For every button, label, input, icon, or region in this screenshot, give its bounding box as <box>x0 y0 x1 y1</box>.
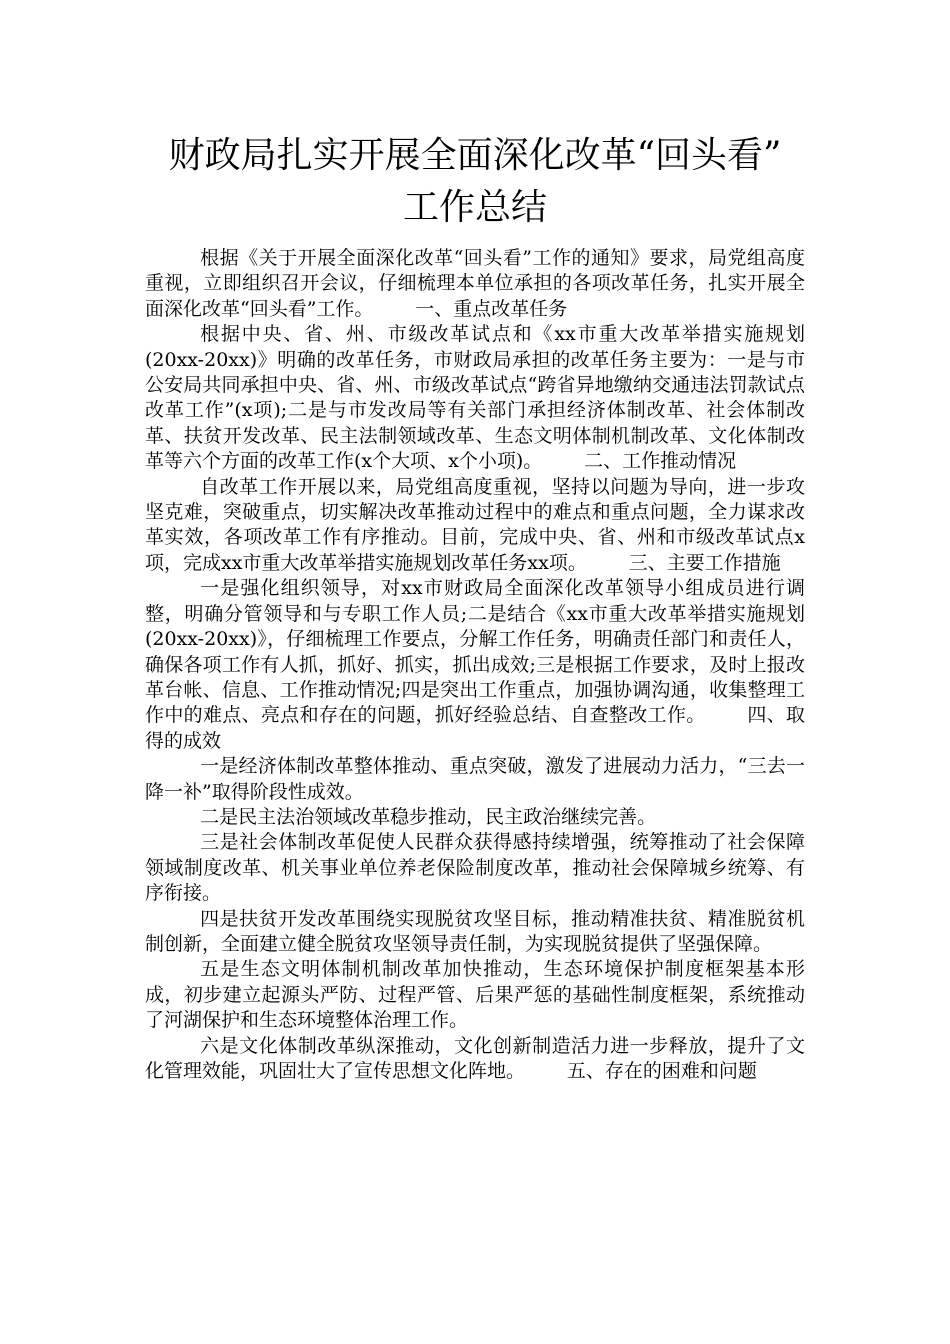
paragraph <box>145 830 805 906</box>
document-title <box>100 130 850 234</box>
paragraph-text: 根据《关于开展全面深化改革“回头看”工作的通知》要求，局党组高度重视，立即组织召开会议，仔细梳理本单位承担的各项改革任务，扎实开展全面深化改革“回头看”工作。 <box>145 247 805 320</box>
paragraph <box>145 754 805 805</box>
paragraph-text: 三是社会体制改革促使人民群众获得感持续增强，统筹推动了社会保障领域制度改革、机关事业单位养老保险制度改革，推动社会保障城乡统筹、有序衔接。 <box>145 831 805 905</box>
paragraph-text: 二是民主法治领域改革稳步推动，民主政治继续完善。 <box>200 805 657 828</box>
paragraph <box>145 576 805 754</box>
paragraph <box>145 1034 805 1085</box>
paragraph <box>145 246 805 322</box>
section-heading: 四、取得的成效 <box>145 704 805 752</box>
paragraph-text: 一是强化组织领导，对xx市财政局全面深化改革领导小组成员进行调整，明确分管领导和与专职工作人员;二是结合《xx市重大改革举措实施规划(20xx-20xx)》，仔细梳理工作要点，分解工作任务，明确责任部门和责任人，确保各项工作有人抓，抓好、抓实，抓出成效;三是根据工作要求，及时上报改革台帐、信息、工作推动情况;四是突出工作重点，加强协调沟通，收集整理工作中的难点、亮点和存在的问题，抓好经验总结、自查整改工作。 <box>145 577 805 727</box>
document-body <box>145 246 805 1084</box>
paragraph-text: 自改革工作开展以来，局党组高度重视，坚持以问题为导向，进一步攻坚克难，突破重点，切实解决改革推动过程中的难点和重点问题，全力谋求改革实效，各项改革工作有序推动。目前，完成中央、省、州和市级改革试点x项，完成xx市重大改革举措实施规划改革任务xx项。 <box>145 475 805 574</box>
title-line-2: 工作总结 <box>402 187 547 228</box>
section-heading: 一、重点改革任务 <box>415 297 568 320</box>
section-heading: 三、主要工作措施 <box>628 551 781 574</box>
section-heading: 二、工作推动情况 <box>584 450 737 473</box>
title-line-1: 财政局扎实开展全面深化改革“回头看” <box>168 135 782 176</box>
paragraph-text: 六是文化体制改革纵深推动，文化创新制造活力进一步释放，提升了文化管理效能，巩固壮大了宣传思想文化阵地。 <box>145 1034 805 1082</box>
paragraph <box>145 907 805 958</box>
paragraph-text: 五是生态文明体制机制改革加快推动，生态环境保护制度框架基本形成，初步建立起源头严防、过程严管、后果严惩的基础性制度框架，系统推动了河湖保护和生态环境整体治理工作。 <box>145 958 805 1032</box>
section-heading: 五、存在的困难和问题 <box>566 1060 757 1082</box>
paragraph-text: 根据中央、省、州、市级改革试点和《xx市重大改革举措实施规划(20xx-20xx)》明确的改革任务，市财政局承担的改革任务主要为：一是与市公安局共同承担中央、省、州、市级改革试点“跨省异地缴纳交通违法罚款试点改革工作”(x项);二是与市发改局等有关部门承担经济体制改革、社会体制改革、扶贫开发改革、民主法制领域改革、生态文明体制机制改革、文化体制改革等六个方面的改革工作(x个大项、x个小项)。 <box>145 323 805 473</box>
paragraph-text: 一是经济体制改革整体推动、重点突破，激发了进展动力活力，“三去一降一补”取得阶段性成效。 <box>145 755 805 803</box>
paragraph <box>145 805 805 830</box>
paragraph <box>145 475 805 577</box>
paragraph <box>145 322 805 474</box>
paragraph-text: 四是扶贫开发改革围绕实现脱贫攻坚目标，推动精准扶贫、精准脱贫机制创新，全面建立健全脱贫攻坚领导责任制，为实现脱贫提供了坚强保障。 <box>145 907 805 955</box>
paragraph <box>145 957 805 1033</box>
